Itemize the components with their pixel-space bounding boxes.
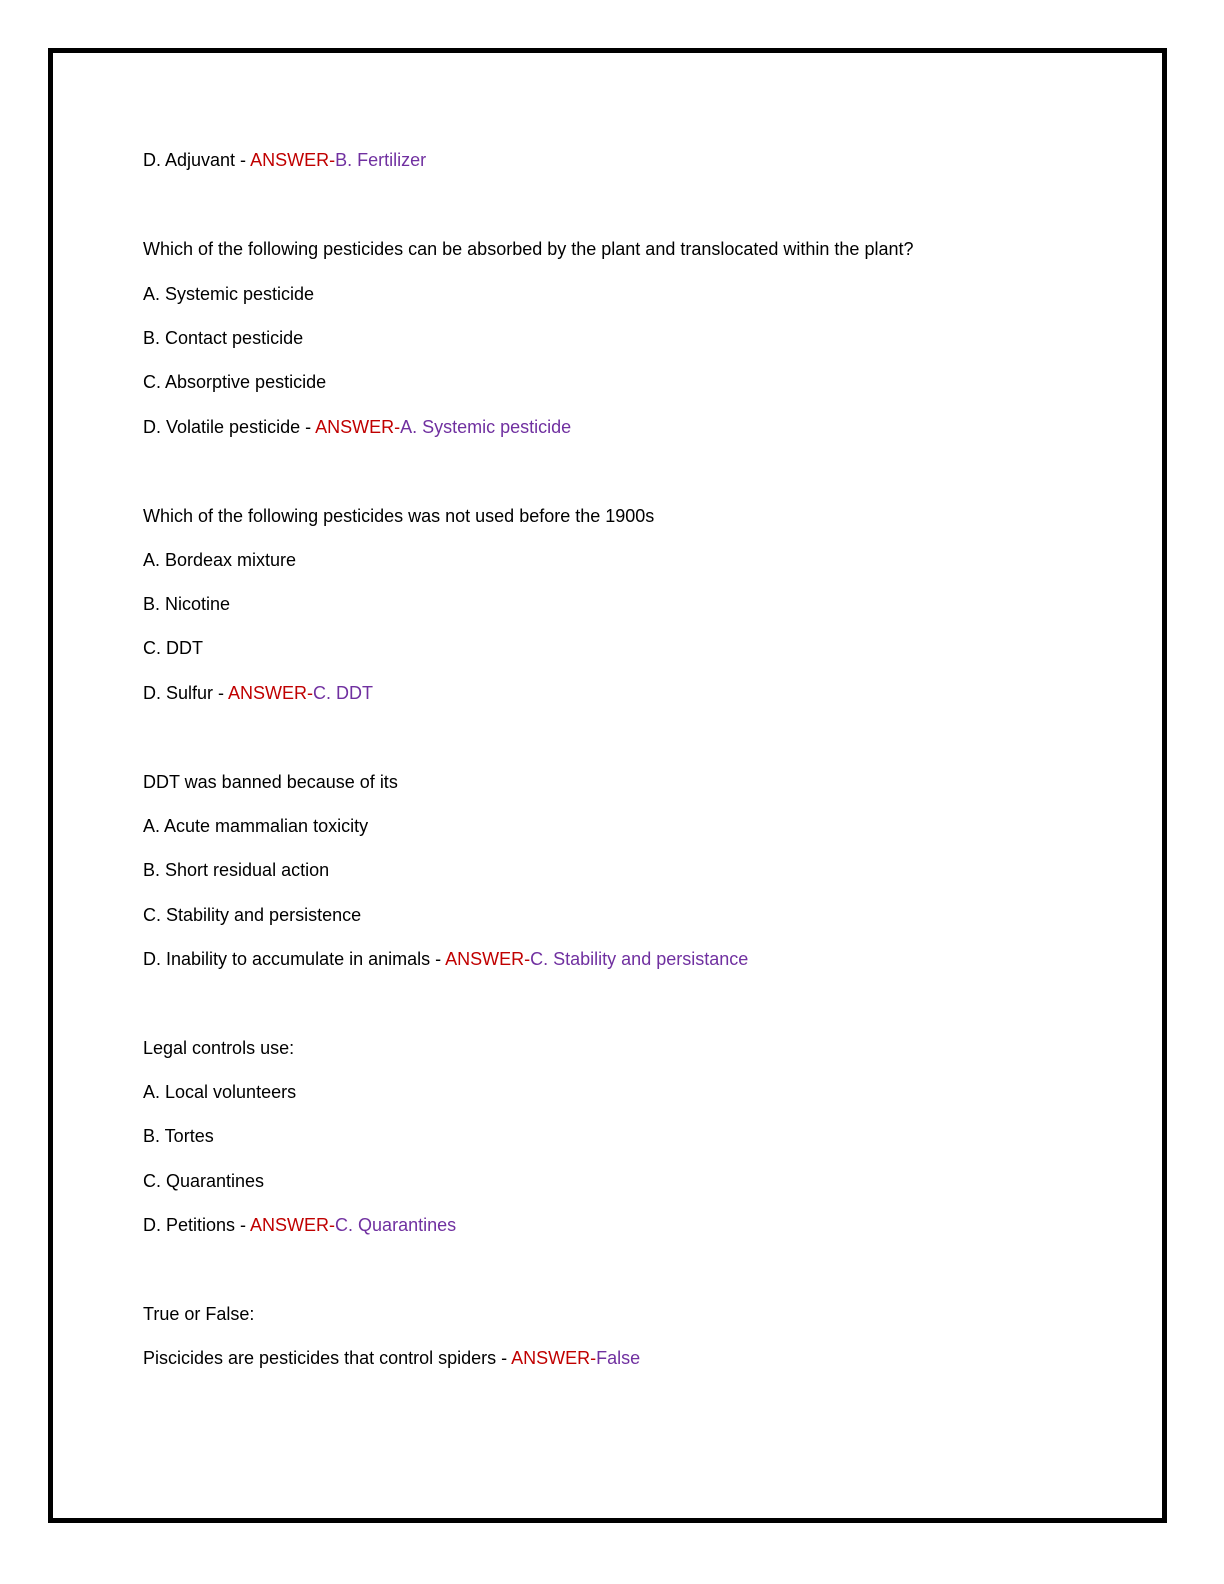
option-text: A. Bordeax mixture bbox=[143, 550, 297, 570]
question-text-content: Which of the following pesticides was not used before the 1900s bbox=[143, 506, 655, 526]
option-line bbox=[143, 592, 230, 616]
option-line bbox=[143, 282, 314, 306]
answer-value: False bbox=[596, 1348, 641, 1368]
option-text: A. Acute mammalian toxicity bbox=[143, 816, 369, 836]
option-text: D. Volatile pesticide - bbox=[143, 417, 316, 437]
question-text-content: True or False: bbox=[143, 1304, 255, 1324]
option-text: D. Petitions - bbox=[143, 1215, 251, 1235]
option-line bbox=[143, 370, 326, 394]
answer-line bbox=[143, 148, 426, 172]
answer-value: C. Quarantines bbox=[335, 1215, 457, 1235]
option-text: C. DDT bbox=[143, 638, 203, 658]
answer-label: ANSWER- bbox=[315, 417, 401, 437]
question-text-content: Legal controls use: bbox=[143, 1038, 295, 1058]
answer-label: ANSWER- bbox=[250, 1215, 336, 1235]
answer-label: ANSWER- bbox=[511, 1348, 597, 1368]
question-text bbox=[143, 770, 398, 794]
answer-line bbox=[143, 681, 373, 705]
option-line bbox=[143, 1124, 214, 1148]
answer-line bbox=[143, 1213, 456, 1237]
option-line bbox=[143, 903, 361, 927]
option-text: D. Adjuvant - bbox=[143, 150, 251, 170]
answer-value: C. Stability and persistance bbox=[530, 949, 749, 969]
answer-value: B. Fertilizer bbox=[335, 150, 427, 170]
answer-value: A. Systemic pesticide bbox=[400, 417, 572, 437]
answer-label: ANSWER- bbox=[445, 949, 531, 969]
option-line bbox=[143, 1080, 296, 1104]
option-line bbox=[143, 858, 329, 882]
question-text-content: DDT was banned because of its bbox=[143, 772, 398, 792]
option-text: C. Absorptive pesticide bbox=[143, 372, 327, 392]
option-line bbox=[143, 814, 368, 838]
question-text-content: Which of the following pesticides can be absorbed by the plant and translocated within the plant? bbox=[143, 239, 914, 259]
option-text: C. Stability and persistence bbox=[143, 905, 362, 925]
option-line bbox=[143, 1169, 264, 1193]
question-text bbox=[143, 504, 654, 528]
option-text: A. Local volunteers bbox=[143, 1082, 297, 1102]
option-text: A. Systemic pesticide bbox=[143, 284, 315, 304]
question-text bbox=[143, 1302, 254, 1326]
question-text bbox=[143, 1036, 294, 1060]
option-text: C. Quarantines bbox=[143, 1171, 265, 1191]
option-text: B. Short residual action bbox=[143, 860, 330, 880]
option-line bbox=[143, 636, 203, 660]
option-text: B. Tortes bbox=[143, 1126, 214, 1146]
option-text: D. Inability to accumulate in animals - bbox=[143, 949, 446, 969]
answer-line bbox=[143, 947, 748, 971]
option-text: Piscicides are pesticides that control spiders - bbox=[143, 1348, 512, 1368]
answer-line bbox=[143, 1346, 640, 1370]
answer-label: ANSWER- bbox=[228, 683, 314, 703]
option-text: B. Contact pesticide bbox=[143, 328, 304, 348]
question-text bbox=[143, 237, 913, 261]
option-line bbox=[143, 548, 296, 572]
option-text: D. Sulfur - bbox=[143, 683, 229, 703]
option-line bbox=[143, 326, 303, 350]
answer-label: ANSWER- bbox=[250, 150, 336, 170]
answer-line bbox=[143, 415, 571, 439]
answer-value: C. DDT bbox=[313, 683, 374, 703]
option-text: B. Nicotine bbox=[143, 594, 231, 614]
